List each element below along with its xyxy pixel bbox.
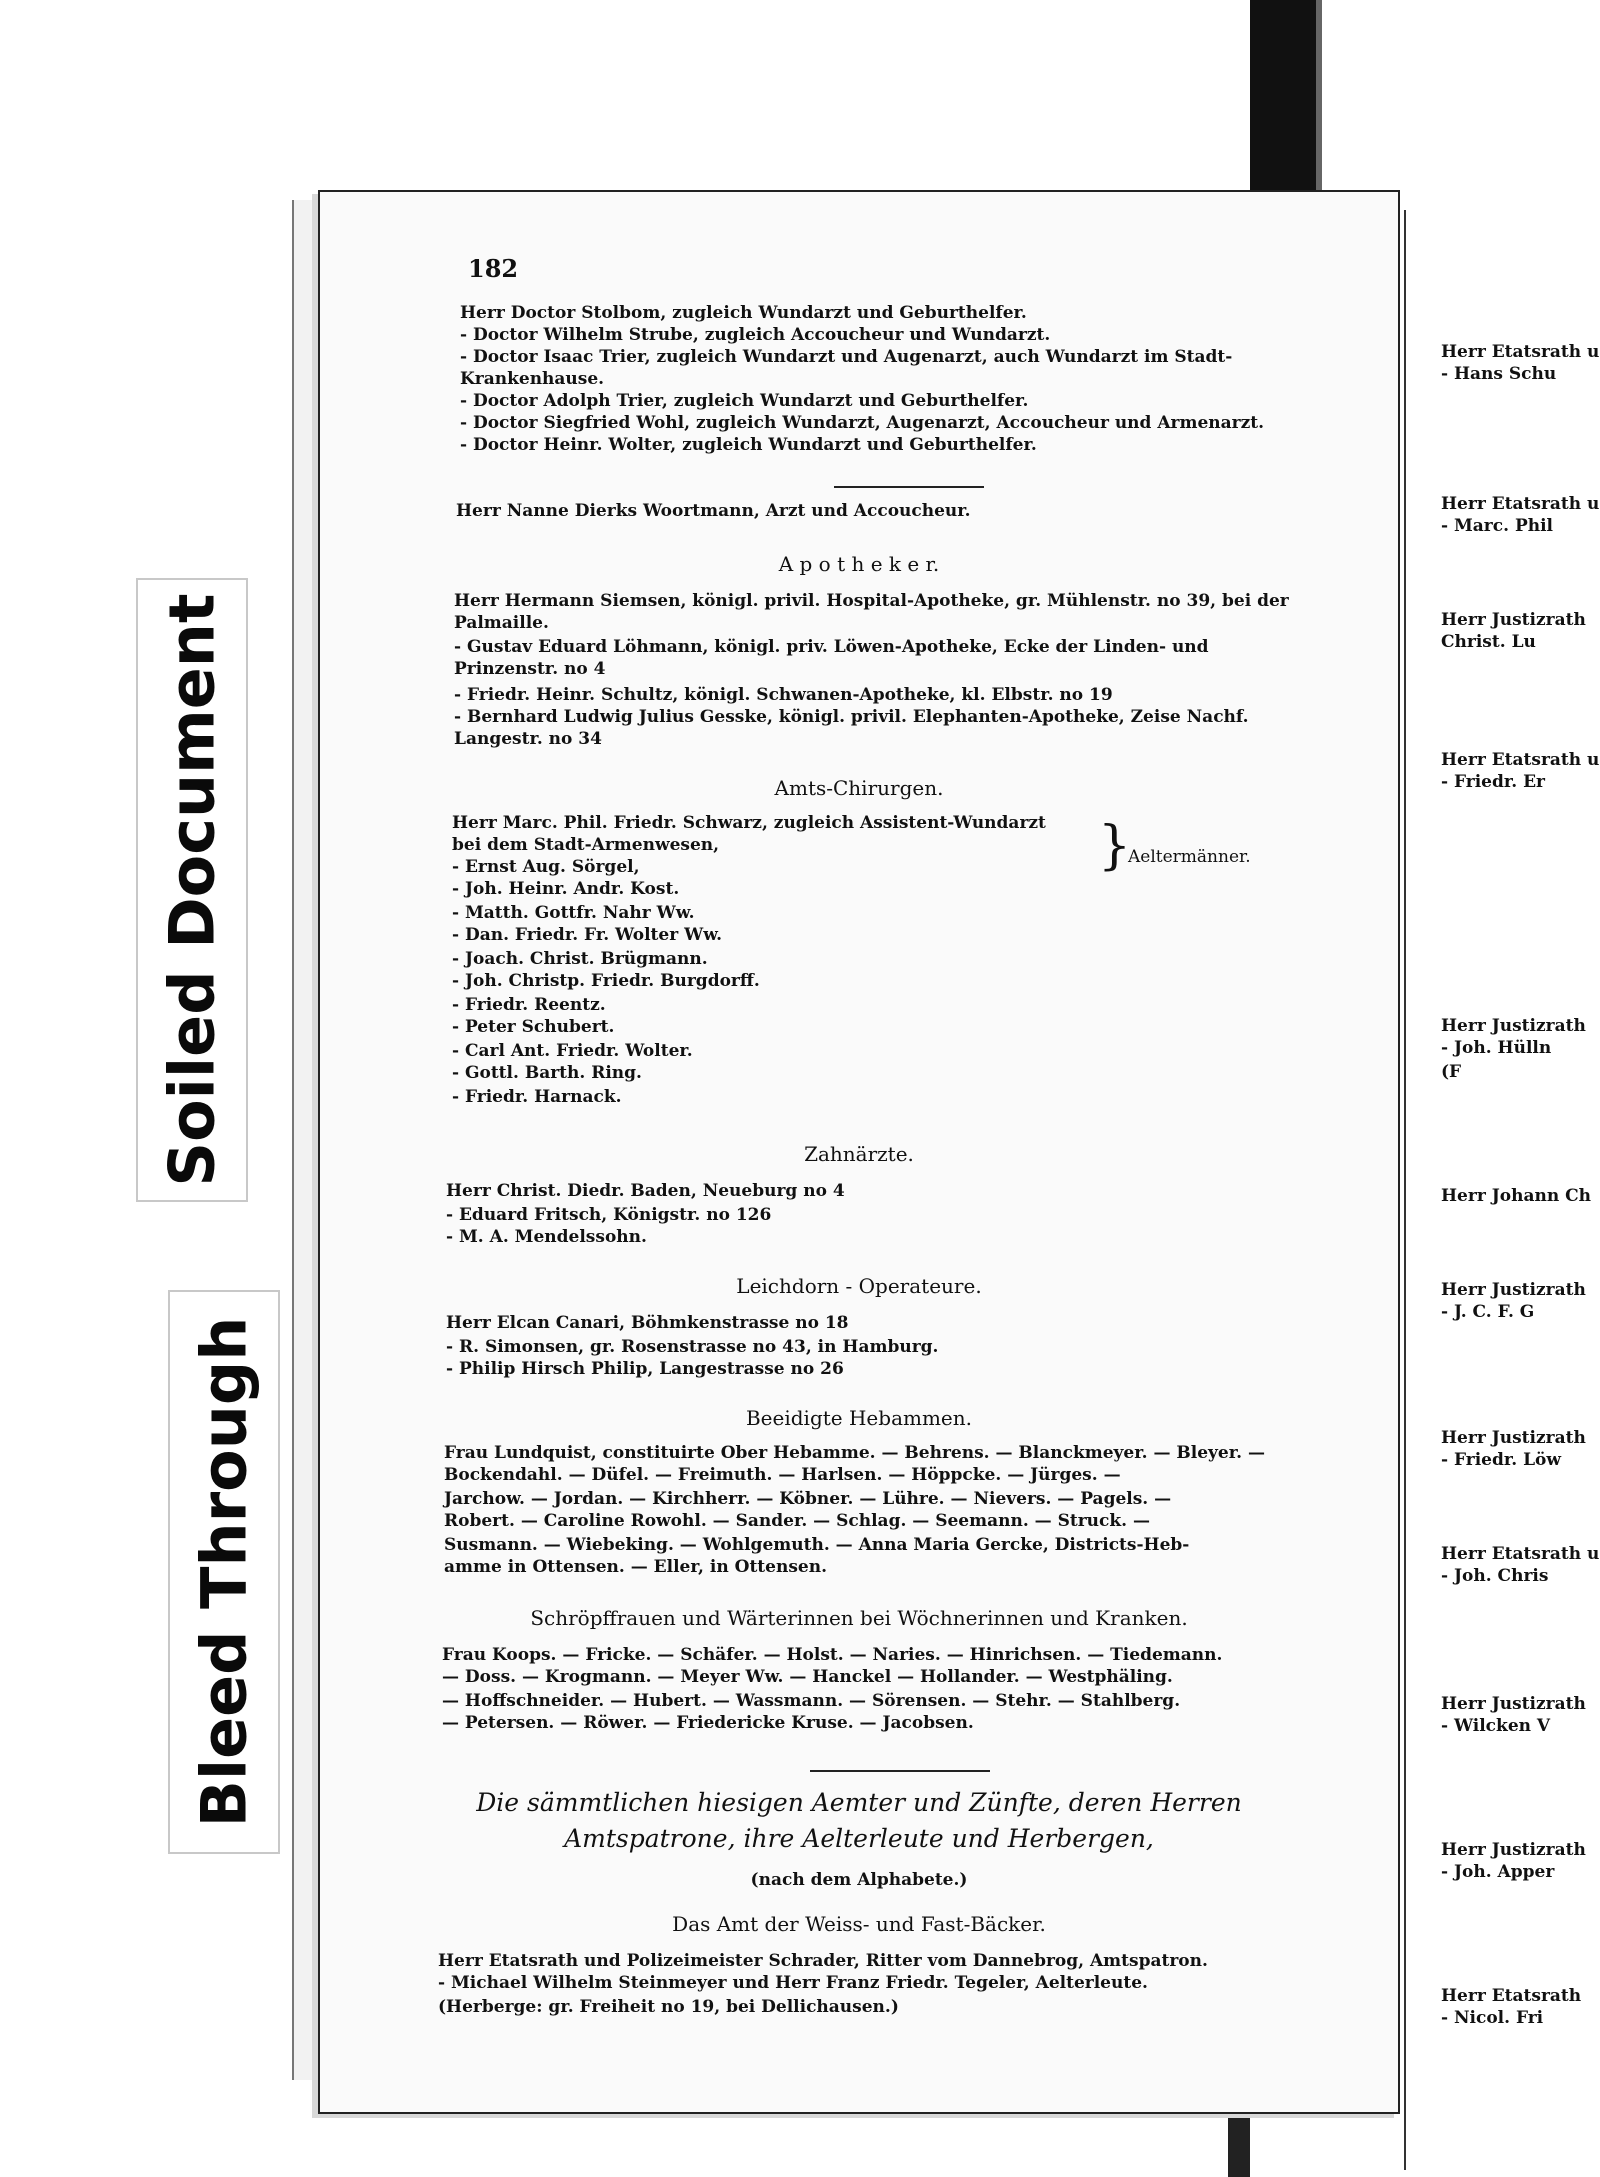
facing-line: Herr Johann Ch bbox=[1441, 1186, 1591, 1206]
aemter-title-line-2: Amtspatrone, ihre Aelterleute und Herbergen, bbox=[564, 1824, 1154, 1853]
section-heading: Amts-Chirurgen. bbox=[774, 776, 944, 800]
facing-line: - Friedr. Er bbox=[1441, 772, 1546, 792]
text-line: Frau Lundquist, constituirte Ober Hebamme. — Behrens. — Blanckmeyer. — Bleyer. — bbox=[444, 1443, 1265, 1463]
text-line: - Joach. Christ. Brügmann. bbox=[452, 949, 708, 969]
facing-line: (F bbox=[1441, 1062, 1462, 1082]
section-heading: Beeidigte Hebammen. bbox=[745, 1406, 972, 1430]
facing-line: Christ. Lu bbox=[1441, 632, 1536, 652]
text-line: — Petersen. — Röwer. — Friedericke Kruse. — Jacobsen. bbox=[442, 1713, 974, 1733]
facing-line: - Nicol. Fri bbox=[1441, 2008, 1544, 2028]
facing-line: - Joh. Apper bbox=[1441, 1862, 1555, 1882]
text-line: - Joh. Heinr. Andr. Kost. bbox=[452, 879, 680, 899]
text-line: - Ernst Aug. Sörgel, bbox=[452, 857, 640, 877]
brace-mark: } bbox=[1098, 816, 1132, 876]
text-line: Herr Doctor Stolbom, zugleich Wundarzt und Geburthelfer. bbox=[460, 303, 1027, 323]
facing-line: Herr Justizrath bbox=[1441, 1016, 1586, 1036]
text-line: Herr Hermann Siemsen, königl. privil. Hospital-Apotheke, gr. Mühlenstr. no 39, bei der bbox=[454, 591, 1289, 611]
text-line: Susmann. — Wiebeking. — Wohlgemuth. — Anna Maria Gercke, Districts-Heb- bbox=[444, 1535, 1190, 1555]
text-line: — Doss. — Krogmann. — Meyer Ww. — Hanckel — Hollander. — Westphäling. bbox=[442, 1667, 1173, 1687]
soiled-document-label: Soiled Document bbox=[155, 593, 229, 1187]
text-line: - Doctor Adolph Trier, zugleich Wundarzt und Geburthelfer. bbox=[460, 391, 1029, 411]
book-spine-edge bbox=[1316, 0, 1322, 200]
text-line: - Matth. Gottfr. Nahr Ww. bbox=[452, 903, 695, 923]
facing-line: - Marc. Phil bbox=[1441, 516, 1554, 536]
text-line: - Peter Schubert. bbox=[452, 1017, 615, 1037]
bleed-through-tab bbox=[168, 1290, 280, 1854]
section-heading: Leichdorn - Operateure. bbox=[736, 1274, 982, 1298]
text-line: Bockendahl. — Düfel. — Freimuth. — Harlsen. — Höppcke. — Jürges. — bbox=[444, 1465, 1121, 1485]
facing-line: - Joh. Hülln bbox=[1441, 1038, 1552, 1058]
text-line: - Friedr. Harnack. bbox=[452, 1087, 622, 1107]
text-line: Herr Etatsrath und Polizeimeister Schrader, Ritter vom Dannebrog, Amtspatron. bbox=[438, 1951, 1208, 1971]
text-line: - Doctor Heinr. Wolter, zugleich Wundarzt und Geburthelfer. bbox=[460, 435, 1037, 455]
text-line: Langestr. no 34 bbox=[454, 729, 602, 749]
text-line: - Eduard Fritsch, Königstr. no 126 bbox=[446, 1205, 772, 1225]
section-heading: Zahnärzte. bbox=[804, 1142, 914, 1166]
facing-line: Herr Justizrath bbox=[1441, 610, 1586, 630]
text-line: — Hoffschneider. — Hubert. — Wassmann. — Sörensen. — Stehr. — Stahlberg. bbox=[442, 1691, 1181, 1711]
text-line: Frau Koops. — Fricke. — Schäfer. — Holst. — Naries. — Hinrichsen. — Tiedemann. bbox=[442, 1645, 1223, 1665]
text-line: Herr Marc. Phil. Friedr. Schwarz, zugleich Assistent-Wundarzt bbox=[452, 813, 1046, 833]
soiled-document-tab bbox=[136, 578, 248, 1202]
text-line: - M. A. Mendelssohn. bbox=[446, 1227, 647, 1247]
text-line: - Doctor Siegfried Wohl, zugleich Wundarzt, Augenarzt, Accoucheur und Armenarzt. bbox=[460, 413, 1265, 433]
section-heading: Schröpffrauen und Wärterinnen bei Wöchnerinnen und Kranken. bbox=[530, 1606, 1188, 1630]
text-line: (Herberge: gr. Freiheit no 19, bei Dellichausen.) bbox=[438, 1997, 899, 2017]
book-spine-shadow bbox=[1250, 0, 1316, 190]
facing-line: Herr Etatsrath u bbox=[1441, 342, 1600, 362]
text-line: - Friedr. Reentz. bbox=[452, 995, 606, 1015]
facing-line: Herr Justizrath bbox=[1441, 1840, 1586, 1860]
text-line: - Dan. Friedr. Fr. Wolter Ww. bbox=[452, 925, 723, 945]
facing-line: Herr Etatsrath u bbox=[1441, 494, 1600, 514]
separator-rule bbox=[834, 486, 984, 488]
text-line: Prinzenstr. no 4 bbox=[454, 659, 606, 679]
separator-rule bbox=[810, 1770, 990, 1772]
text-line: - Gustav Eduard Löhmann, königl. priv. Löwen-Apotheke, Ecke der Linden- und bbox=[454, 637, 1209, 657]
book-spine-bottom bbox=[1228, 2110, 1250, 2177]
text-line: Herr Nanne Dierks Woortmann, Arzt und Accoucheur. bbox=[456, 501, 971, 521]
document-page bbox=[318, 190, 1400, 2114]
text-line: Palmaille. bbox=[454, 613, 549, 633]
facing-line: - J. C. F. G bbox=[1441, 1302, 1535, 1322]
facing-line: - Joh. Chris bbox=[1441, 1566, 1549, 1586]
facing-line: Herr Etatsrath u bbox=[1441, 1544, 1600, 1564]
text-line: - R. Simonsen, gr. Rosenstrasse no 43, in Hamburg. bbox=[446, 1337, 939, 1357]
text-line: - Doctor Wilhelm Strube, zugleich Accoucheur und Wundarzt. bbox=[460, 325, 1051, 345]
text-line: - Philip Hirsch Philip, Langestrasse no 26 bbox=[446, 1359, 844, 1379]
text-line: - Michael Wilhelm Steinmeyer und Herr Franz Friedr. Tegeler, Aelterleute. bbox=[438, 1973, 1148, 1993]
text-line: Jarchow. — Jordan. — Kirchherr. — Köbner. — Lühre. — Nievers. — Pagels. — bbox=[444, 1489, 1172, 1509]
facing-line: Herr Justizrath bbox=[1441, 1428, 1586, 1448]
facing-line: - Wilcken V bbox=[1441, 1716, 1551, 1736]
facing-page bbox=[1404, 210, 1600, 2170]
facing-line: Herr Justizrath bbox=[1441, 1280, 1586, 1300]
page-number: 182 bbox=[468, 254, 519, 283]
section-heading: A p o t h e k e r. bbox=[778, 552, 940, 576]
text-line: bei dem Stadt-Armenwesen, bbox=[452, 835, 720, 855]
text-line: Herr Christ. Diedr. Baden, Neueburg no 4 bbox=[446, 1181, 845, 1201]
text-line: Herr Elcan Canari, Böhmkenstrasse no 18 bbox=[446, 1313, 849, 1333]
page-stack-edge bbox=[292, 200, 317, 2080]
facing-line: Herr Justizrath bbox=[1441, 1694, 1586, 1714]
facing-line: - Hans Schu bbox=[1441, 364, 1557, 384]
aemter-title-line-1: Die sämmtlichen hiesigen Aemter und Zünfte, deren Herren bbox=[476, 1788, 1242, 1817]
facing-line: Herr Etatsrath bbox=[1441, 1986, 1582, 2006]
text-line: Robert. — Caroline Rowohl. — Sander. — Schlag. — Seemann. — Struck. — bbox=[444, 1511, 1151, 1531]
text-line: - Friedr. Heinr. Schultz, königl. Schwanen-Apotheke, kl. Elbstr. no 19 bbox=[454, 685, 1113, 705]
text-line: amme in Ottensen. — Eller, in Ottensen. bbox=[444, 1557, 827, 1577]
section-heading: Das Amt der Weiss- und Fast-Bäcker. bbox=[672, 1912, 1046, 1936]
text-line: - Carl Ant. Friedr. Wolter. bbox=[452, 1041, 693, 1061]
text-line: Krankenhause. bbox=[460, 369, 605, 389]
alphabete-note: (nach dem Alphabete.) bbox=[750, 1870, 968, 1890]
facing-line: Herr Etatsrath u bbox=[1441, 750, 1600, 770]
aeltermaenner-label: Aeltermänner. bbox=[1128, 847, 1251, 867]
text-line: - Bernhard Ludwig Julius Gesske, königl. privil. Elephanten-Apotheke, Zeise Nachf. bbox=[454, 707, 1249, 727]
text-line: - Gottl. Barth. Ring. bbox=[452, 1063, 642, 1083]
bleed-through-label: Bleed Through bbox=[187, 1316, 261, 1828]
facing-line: - Friedr. Löw bbox=[1441, 1450, 1562, 1470]
text-line: - Joh. Christp. Friedr. Burgdorff. bbox=[452, 971, 760, 991]
text-line: - Doctor Isaac Trier, zugleich Wundarzt und Augenarzt, auch Wundarzt im Stadt- bbox=[460, 347, 1233, 367]
